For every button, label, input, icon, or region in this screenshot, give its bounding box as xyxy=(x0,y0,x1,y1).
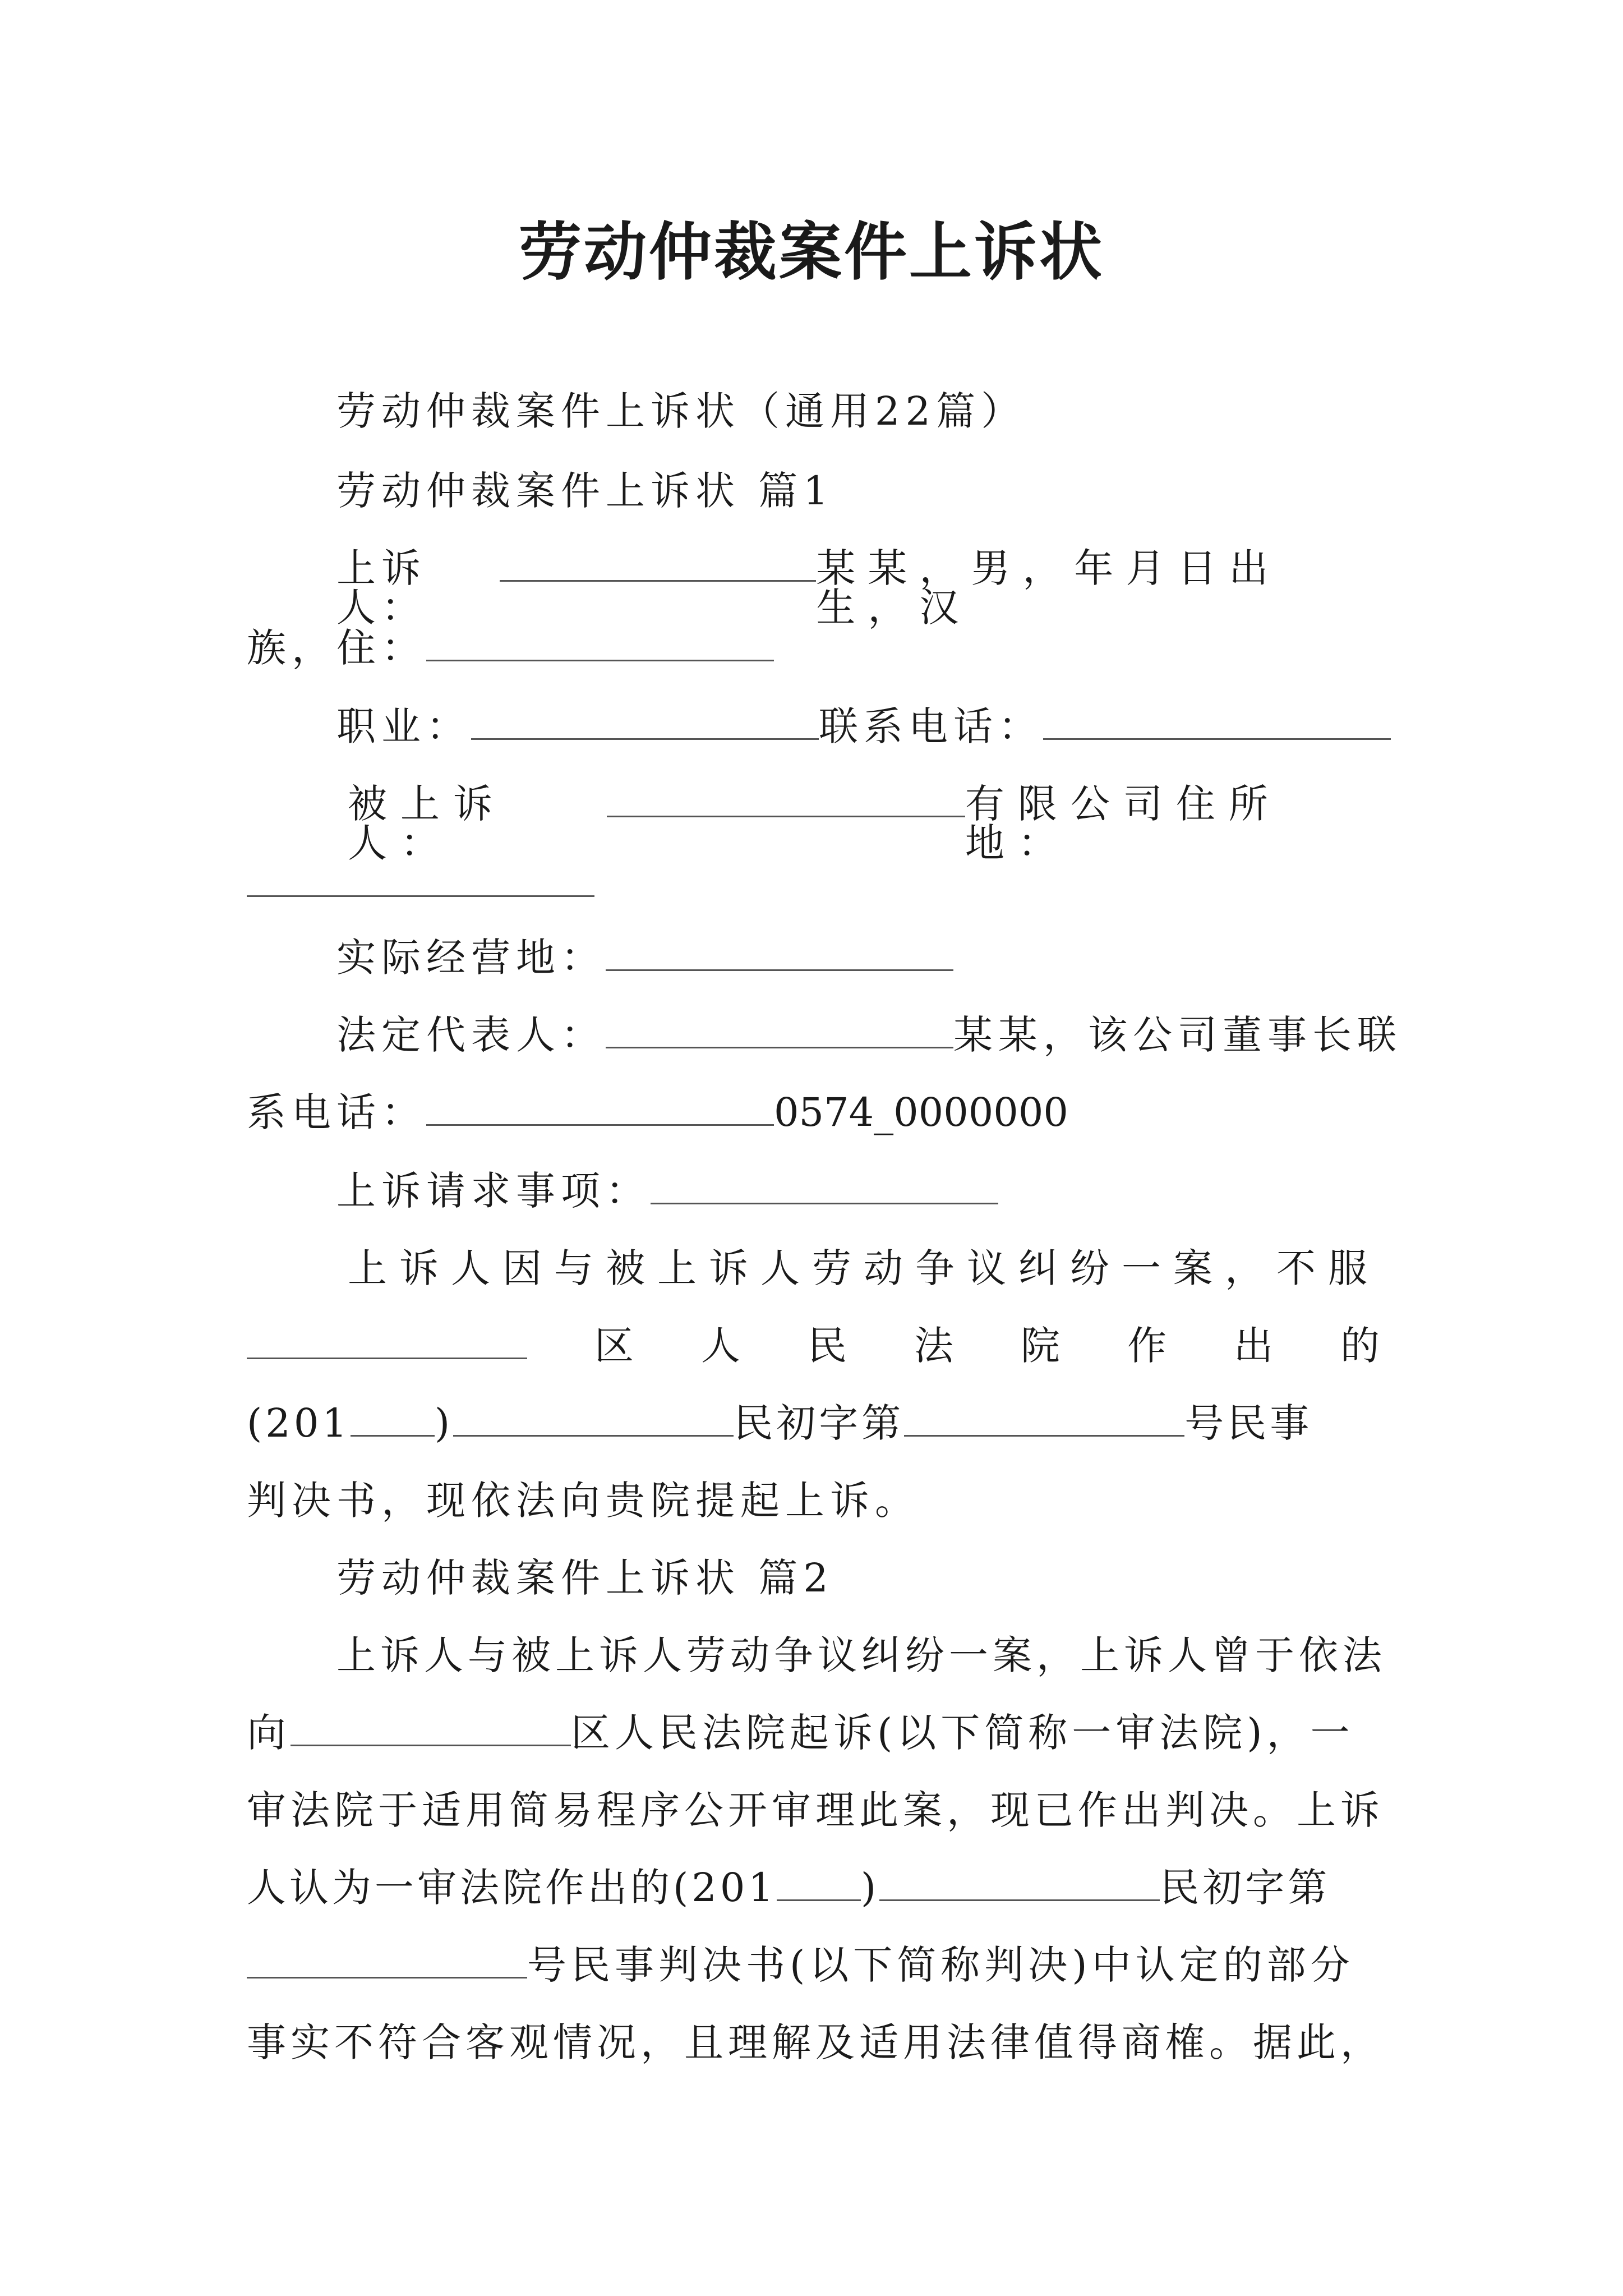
phone-blank xyxy=(1043,730,1391,740)
judgment-year-blank xyxy=(777,1892,861,1901)
appellee-address-row xyxy=(247,864,594,903)
para2-line3: 审法院于适用简易程序公开审理此案，现已作出判决。上诉 xyxy=(247,1787,1384,1833)
para1-word: 的 xyxy=(1340,1323,1380,1369)
appellant-info: 某某，男，年月日出生，汉 xyxy=(816,545,1281,631)
para2-line1: 上诉人与被上诉人劳动争议纠纷一案，上诉人曾于依法 xyxy=(336,1632,1386,1678)
para1-line1: 上诉人因与被上诉人劳动争议纠纷一案，不服 xyxy=(348,1245,1380,1291)
para2-line4 xyxy=(247,1865,1331,1911)
legal-rep-row xyxy=(336,1012,1402,1058)
legal-rep-phone-row xyxy=(247,1089,1068,1135)
appellant-label: 上诉人： xyxy=(336,545,426,631)
para2-line5 xyxy=(247,1942,1354,1988)
para2-line6: 事实不符合客观情况，且理解及适用法律值得商榷。据此， xyxy=(247,2019,1384,2065)
para2-text: 区人民法院起诉(以下简称一审法院)，一 xyxy=(571,1710,1354,1756)
occupation-row xyxy=(336,703,1391,749)
legal-rep-phone: 0574_0000000 xyxy=(774,1089,1068,1135)
para1-word: 法 xyxy=(914,1323,953,1369)
legal-rep-phone-label: 系电话： xyxy=(247,1089,426,1135)
para1-line3 xyxy=(247,1400,1313,1446)
business-address-row xyxy=(336,935,953,981)
case-doc-label: 号民事 xyxy=(1184,1400,1313,1446)
appellant-row xyxy=(336,545,1380,631)
para2-text: 向 xyxy=(247,1710,291,1756)
judgment-number-blank xyxy=(247,1969,527,1978)
appellee-row xyxy=(348,781,1380,866)
para1-word: 民 xyxy=(808,1323,847,1369)
para1-line2 xyxy=(247,1323,1380,1369)
case-year-suffix: ) xyxy=(434,1400,454,1446)
case-number-blank xyxy=(904,1427,1184,1437)
case-type-label: 民初字第 xyxy=(734,1400,905,1446)
para1-word: 区 xyxy=(594,1323,634,1369)
case-court-blank xyxy=(453,1427,734,1437)
court-name-blank xyxy=(291,1737,571,1746)
section2-heading: 劳动仲裁案件上诉状 篇2 xyxy=(336,1555,834,1601)
appellee-label: 被上诉人： xyxy=(348,781,506,866)
request-blank xyxy=(651,1195,998,1204)
judgment-court-blank xyxy=(879,1892,1160,1901)
appellee-blank xyxy=(607,808,965,817)
para2-line2 xyxy=(247,1710,1354,1756)
para1-line4: 判决书，现依法向贵院提起上诉。 xyxy=(247,1478,920,1524)
occupation-blank xyxy=(471,730,819,740)
para1-word: 人 xyxy=(701,1323,740,1369)
para2-text: ) xyxy=(860,1865,880,1911)
legal-rep-blank xyxy=(606,1039,953,1048)
para1-word: 出 xyxy=(1234,1323,1273,1369)
section1-heading: 劳动仲裁案件上诉状 篇1 xyxy=(336,468,834,514)
court-blank xyxy=(247,1350,527,1359)
para1-word: 作 xyxy=(1127,1323,1166,1369)
appellee-company: 有限公司住所地： xyxy=(965,781,1281,866)
legal-rep-info: 某某，该公司董事长联 xyxy=(953,1012,1402,1058)
legal-rep-label: 法定代表人： xyxy=(336,1012,606,1058)
business-address-blank xyxy=(606,961,953,971)
document-title: 劳动仲裁案件上诉状 xyxy=(519,215,1104,289)
residence-blank xyxy=(426,652,774,661)
business-address-label: 实际经营地： xyxy=(336,935,606,981)
para1-word: 院 xyxy=(1021,1323,1060,1369)
appellant-name-blank xyxy=(500,572,816,582)
appellant-info-cont xyxy=(247,625,774,671)
para2-text: 号民事判决书(以下简称判决)中认定的部分 xyxy=(527,1942,1354,1988)
para2-text: 人认为一审法院作出的(201 xyxy=(247,1865,777,1911)
case-year-prefix: (201 xyxy=(247,1400,351,1446)
legal-rep-phone-blank xyxy=(426,1116,774,1126)
request-label: 上诉请求事项： xyxy=(336,1168,651,1214)
phone-label: 联系电话： xyxy=(819,703,1043,749)
residence-label: 族，住： xyxy=(247,625,426,671)
request-row xyxy=(336,1168,998,1214)
document-subtitle: 劳动仲裁案件上诉状（通用22篇） xyxy=(336,388,1026,434)
para2-text: 民初字第 xyxy=(1160,1865,1331,1911)
occupation-label: 职业： xyxy=(336,703,471,749)
case-year-blank xyxy=(351,1427,435,1437)
appellee-address-blank xyxy=(247,887,594,897)
